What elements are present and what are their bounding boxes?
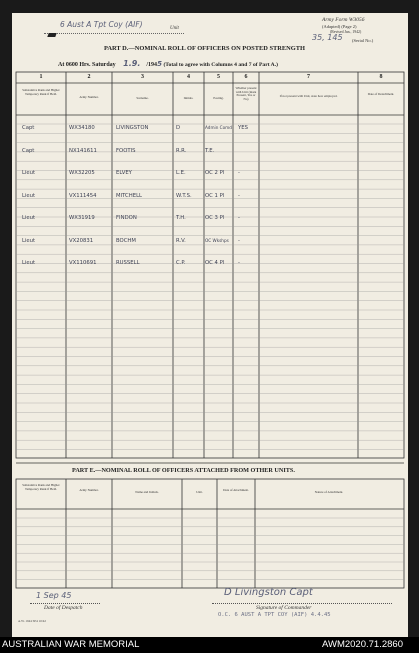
archive-footer (0, 637, 419, 653)
serial-number: 35, 145 (312, 33, 343, 42)
cell-posting: T.E. (205, 147, 215, 154)
col-header-surname: Surname. (136, 96, 149, 100)
cell-initials: R.R. (176, 147, 187, 154)
cell-surname: RUSSELL (116, 260, 140, 266)
date-prefix: At 0600 Hrs. Saturday (58, 62, 116, 68)
e-header-name: Name and Initials. (135, 490, 159, 494)
part-e-title: PART E.—NOMINAL ROLL OF OFFICERS ATTACHED FROM OTHER UNITS. (72, 467, 295, 474)
part-d-title: PART D.—NOMINAL ROLL OF OFFICERS ON POSTED STRENGTH (104, 45, 305, 52)
col-number: 8 (379, 74, 383, 80)
col-number: 5 (217, 74, 220, 80)
cell-initials: D (176, 125, 181, 131)
cell-posting: OC Wkshps (205, 237, 229, 243)
commander-stamp: O.C. 6 AUST A TPT COY (AIF) 4.4.45 (218, 612, 331, 618)
col-number: 7 (307, 74, 310, 80)
cell-present: - (238, 260, 240, 266)
col-number: 3 (141, 74, 144, 80)
e-header-unit: Unit. (196, 490, 203, 494)
col-header-employed: If not present with Unit, state how employed. (279, 94, 338, 98)
form-adapted: (Adapted) (Page 2) (322, 24, 357, 29)
col-number: 6 (244, 74, 248, 80)
col-header-initials: Initials. (183, 96, 194, 100)
cell-present: YES (238, 125, 248, 131)
cell-rank: Lieut (22, 237, 36, 244)
cell-rank: Lieut (22, 260, 36, 266)
print-code: A.W. 1944 SE4 10/42 (18, 619, 46, 623)
col-header-present: Whether present with Unit (mark Present, Yes or No) (235, 86, 257, 101)
cell-number: NX141611 (69, 147, 97, 154)
form-revised: (Revised Jan., 1942) (330, 30, 362, 34)
form-number: Army Form W3056 (322, 17, 365, 23)
e-header-number: Army Number. (79, 488, 99, 492)
e-header-date: Date of Attachment. (223, 488, 249, 492)
date-suffix: (Total to agree with Columns 4 and 7 of Part A.) (163, 62, 278, 68)
cell-number: WX34180 (69, 125, 95, 131)
form-sheet (12, 13, 408, 637)
col-header-rank: Substantive Rank and Higher Temporary Rank if Held. (22, 88, 60, 96)
cell-surname: FINDON (116, 215, 137, 221)
col-number: 4 (187, 74, 190, 80)
cell-initials: C.P. (176, 260, 186, 266)
cell-present: - (238, 237, 240, 244)
despatch-date: 1 Sep 45 (36, 591, 72, 600)
commander-signature: D Livingston Capt (224, 587, 313, 598)
e-header-rank: Substantive Rank and Higher Temporary Rank if Held. (22, 483, 60, 491)
cell-posting: OC 2 Pl (205, 170, 225, 176)
cell-surname: BOCHM (116, 237, 136, 244)
archive-name: AUSTRALIAN WAR MEMORIAL (2, 639, 140, 650)
cell-initials: L.E. (176, 170, 186, 176)
cell-initials: T.H. (176, 215, 186, 221)
date-year: /194 (146, 62, 158, 68)
cell-surname: ELVEY (116, 170, 132, 176)
cell-posting: Admin Comd (205, 125, 232, 130)
commander-line (212, 603, 392, 604)
part-d-grid (12, 13, 408, 637)
cell-number: VX110691 (69, 260, 97, 266)
cell-rank: Lieut (22, 170, 36, 176)
cell-number: VX111454 (69, 192, 97, 199)
col-number: 2 (87, 74, 91, 80)
cell-number: WX31919 (69, 215, 95, 221)
date-hand: 1.9. (123, 59, 141, 68)
cell-initials: R.V. (176, 237, 186, 244)
col-number: 1 (39, 74, 43, 80)
cell-initials: W.T.S. (176, 192, 192, 199)
unit-name: 6 Aust A Tpt Coy (AIF) (60, 20, 143, 29)
col-header-number: Army Number. (79, 95, 99, 99)
cell-rank: Capt (22, 125, 35, 131)
cell-posting: OC 1 Pl (205, 192, 225, 199)
cell-surname: FOOTIS (116, 147, 136, 154)
cell-present: - (238, 215, 240, 221)
cell-number: VX20831 (69, 237, 94, 244)
cell-rank: Lieut (22, 215, 36, 221)
e-header-nature: Nature of Attachment. (314, 490, 344, 494)
unit-label: Unit (170, 26, 179, 31)
cell-rank: Capt (22, 147, 35, 154)
col-header-detachment: Date of Detachment. (367, 92, 395, 96)
cell-surname: MITCHELL (116, 192, 142, 199)
cell-posting: OC 4 Pl (205, 260, 225, 266)
despatch-line (30, 603, 100, 604)
cell-rank: Lieut (22, 192, 36, 199)
serial-label: (Serial No.) (352, 38, 374, 43)
cell-number: WX32205 (69, 170, 95, 176)
despatch-label: Date of Despatch (44, 605, 83, 611)
commander-label: Signature of Commander (256, 605, 312, 611)
cell-present: - (238, 170, 240, 176)
cell-posting: OC 3 Pl (205, 215, 225, 221)
cell-present: - (238, 192, 240, 199)
col-header-posting: Posting. (213, 96, 224, 100)
archive-reference: AWM2020.71.2860 (322, 639, 403, 650)
cell-surname: LIVINGSTON (116, 125, 149, 131)
date-year-hand: 5 (157, 60, 162, 68)
